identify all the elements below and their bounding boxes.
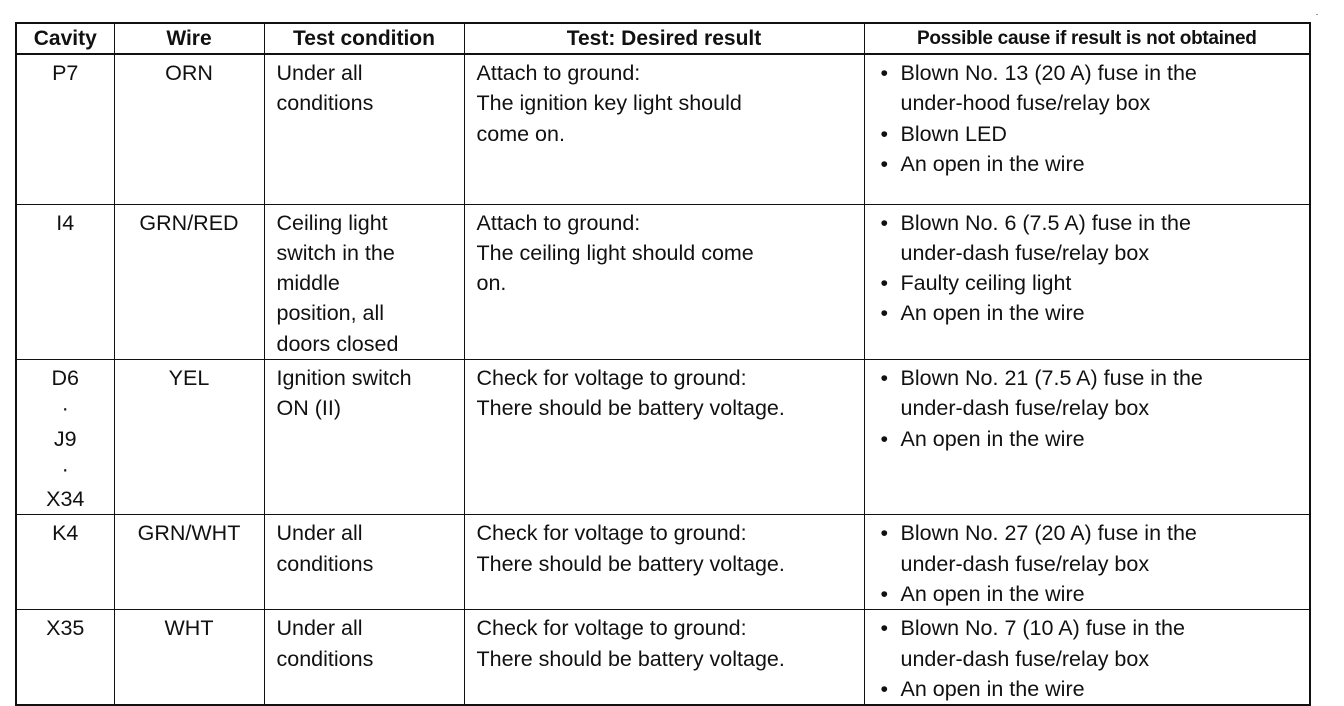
condition-line: conditions [276,91,374,116]
bullet-icon: • [880,61,889,85]
cell-wire: WHT [114,610,264,705]
connector-test-table [15,22,1311,706]
cavity-id: J9 [53,426,77,451]
cell-possible-cause [864,515,1310,610]
result-line: on. [476,271,507,296]
header-desired-result: Test: Desired result [464,23,864,54]
bullet-icon: • [880,616,889,641]
cell-possible-cause [864,204,1310,359]
cause-list [877,208,1302,329]
cell-cavity [16,54,114,204]
cause-line: under-dash fuse/relay box [900,396,1150,421]
condition-line: switch in the [276,240,395,265]
table-row [16,204,1310,359]
cell-test-condition [264,204,464,359]
cause-line: An open in the wire [900,426,1085,451]
cause-line: Blown No. 7 (10 A) fuse in the [900,616,1185,641]
result-line: There should be battery voltage. [476,551,785,576]
cell-desired-result [464,359,864,514]
condition-line: Under all [276,616,363,641]
condition-line: Under all [276,61,363,85]
table-row [16,515,1310,610]
bullet-icon: • [880,301,889,326]
cause-line: An open in the wire [900,151,1085,176]
condition-line: ON (II) [276,396,341,421]
cause-item [877,58,1302,119]
result-line: There should be battery voltage. [476,646,785,671]
cause-item [877,518,1302,579]
cause-line: An open in the wire [900,582,1085,607]
cell-test-condition [264,610,464,705]
cause-line: Blown No. 27 (20 A) fuse in the [900,521,1197,546]
cause-line: under-dash fuse/relay box [900,551,1150,576]
result-line: The ceiling light should come [476,240,754,265]
cell-desired-result [464,54,864,204]
bullet-icon: • [880,121,889,146]
cell-possible-cause [864,610,1310,705]
cell-possible-cause [864,54,1310,204]
table-row [16,54,1310,204]
cause-item [877,579,1302,609]
cavity-separator: · [61,396,69,421]
bullet-icon: • [880,426,889,451]
cell-wire: YEL [114,359,264,514]
cause-item [877,424,1302,454]
cause-line: under-dash fuse/relay box [900,240,1150,265]
bullet-icon: • [880,271,889,296]
table-row [16,610,1310,705]
cell-cavity [16,610,114,705]
bullet-icon: • [880,521,889,546]
result-line: The ignition key light should [476,91,742,116]
cause-line: An open in the wire [900,676,1085,701]
cell-cavity [16,204,114,359]
cell-possible-cause [864,359,1310,514]
cavity-id: P7 [52,61,79,85]
condition-line: Ceiling light [276,210,388,235]
header-wire: Wire [114,23,264,54]
header-cavity: Cavity [16,23,114,54]
bullet-icon: • [880,365,889,390]
bullet-icon: • [880,210,889,235]
cause-item [877,119,1302,149]
cause-list [877,613,1302,704]
cavity-id: K4 [52,521,79,546]
cause-line: under-dash fuse/relay box [900,646,1150,671]
cavity-id: X34 [46,487,85,512]
condition-line: middle [276,271,340,296]
result-line: There should be battery voltage. [476,396,785,421]
condition-line: doors closed [276,331,399,356]
cause-line: Blown No. 13 (20 A) fuse in the [900,61,1197,85]
cause-line: Blown No. 21 (7.5 A) fuse in the [900,365,1203,390]
cell-test-condition [264,359,464,514]
cause-item [877,268,1302,298]
cell-cavity [16,515,114,610]
cell-test-condition [264,515,464,610]
cause-item [877,674,1302,704]
condition-line: position, all [276,301,385,326]
result-line: Attach to ground: [476,61,641,85]
cell-test-condition [264,54,464,204]
table-body [16,54,1310,705]
bullet-icon: • [880,582,889,607]
header-row [16,23,1310,54]
header-possible-cause: Possible cause if result is not obtained [864,23,1310,54]
condition-line: conditions [276,551,374,576]
result-line: Check for voltage to ground: [476,521,747,546]
result-line: Check for voltage to ground: [476,616,747,641]
result-line: Check for voltage to ground: [476,365,747,390]
condition-line: conditions [276,646,374,671]
cause-line: Blown No. 6 (7.5 A) fuse in the [900,210,1191,235]
cavity-separator: · [61,456,69,481]
cause-list [877,363,1302,454]
cause-line: Faulty ceiling light [900,271,1072,296]
cell-desired-result [464,610,864,705]
cause-line: under-hood fuse/relay box [900,91,1151,116]
table-row [16,359,1310,514]
scan-speck [1316,14,1318,15]
cause-line: An open in the wire [900,301,1085,326]
cause-item [877,613,1302,674]
cell-desired-result [464,204,864,359]
cell-cavity [16,359,114,514]
cause-item [877,298,1302,328]
bullet-icon: • [880,151,889,176]
cause-item [877,363,1302,424]
result-line: Attach to ground: [476,210,641,235]
condition-line: Ignition switch [276,365,412,390]
cell-wire: GRN/WHT [114,515,264,610]
cell-wire: ORN [114,54,264,204]
condition-line: Under all [276,521,363,546]
table-wrapper [15,22,1311,706]
cause-line: Blown LED [900,121,1007,146]
cause-list [877,518,1302,609]
cavity-id: D6 [51,365,79,390]
result-line: come on. [476,121,565,146]
cavity-id: X35 [46,616,85,641]
cavity-id: I4 [56,210,75,235]
bullet-icon: • [880,676,889,701]
cause-item [877,208,1302,269]
cause-list [877,58,1302,179]
cell-wire: GRN/RED [114,204,264,359]
cause-item [877,149,1302,179]
header-test-condition: Test condition [264,23,464,54]
cell-desired-result [464,515,864,610]
